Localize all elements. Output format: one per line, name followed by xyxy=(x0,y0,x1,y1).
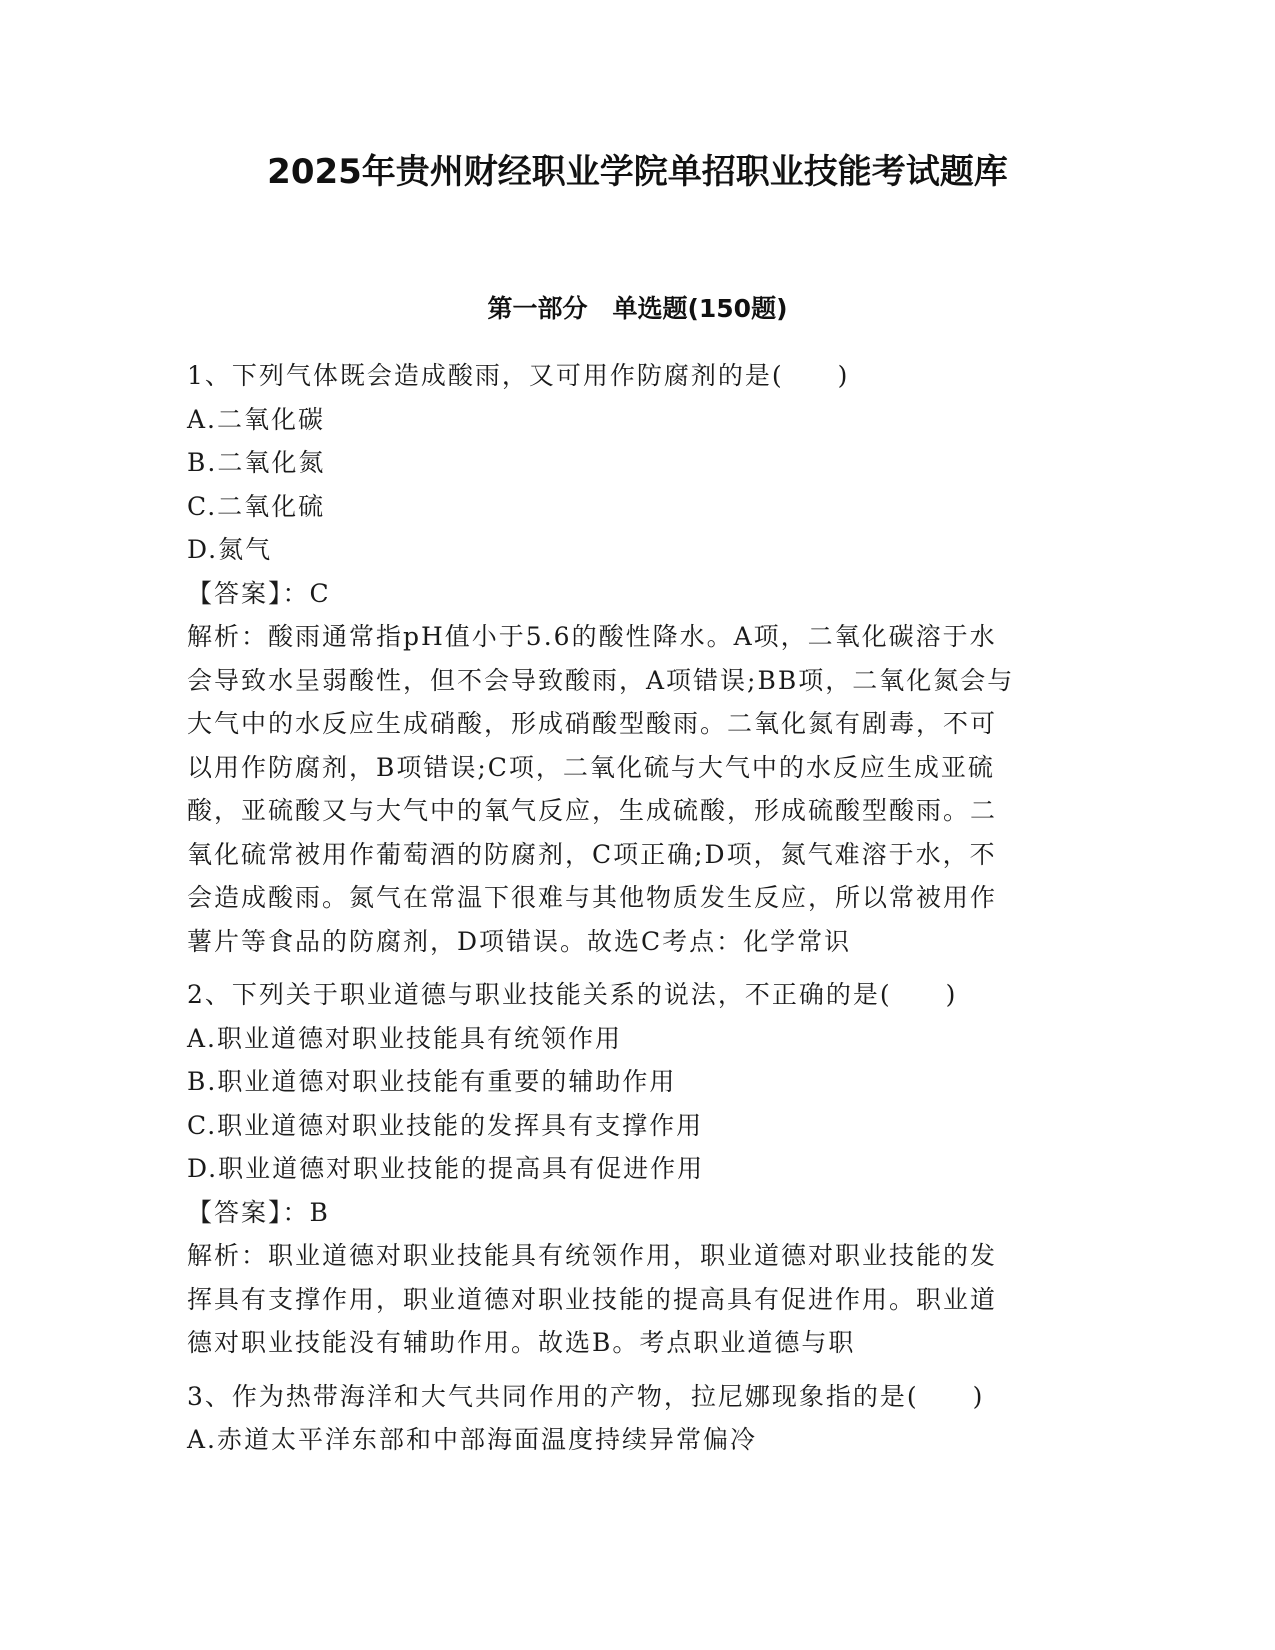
answer-label: 【答案】：C xyxy=(187,578,331,608)
question-stem: 3、作为热带海洋和大气共同作用的产物，拉尼娜现象指的是( ) xyxy=(187,1381,985,1411)
analysis-line: 以用作防腐剂，B项错误;C项，二氧化硫与大气中的水反应生成亚硫 xyxy=(187,752,995,782)
analysis-line: 会导致水呈弱酸性，但不会导致酸雨，A项错误;BB项，二氧化氮会与 xyxy=(187,665,1015,695)
question-stem: 2、下列关于职业道德与职业技能关系的说法，不正确的是( ) xyxy=(187,980,958,1009)
option-b: B.二氧化氮 xyxy=(187,448,326,477)
analysis-line: 解析：酸雨通常指pH值小于5.6的酸性降水。A项，二氧化碳溶于水 xyxy=(187,622,997,651)
section-title: 第一部分 单选题(150题) xyxy=(487,294,788,323)
analysis-line: 大气中的水反应生成硝酸，形成硝酸型酸雨。二氧化氮有剧毒，不可 xyxy=(187,709,998,738)
option-a: A.职业道德对职业技能具有统领作用 xyxy=(187,1023,623,1053)
answer-label: 【答案】：B xyxy=(187,1197,330,1227)
analysis-line: 解析：职业道德对职业技能具有统领作用，职业道德对职业技能的发 xyxy=(187,1241,998,1270)
analysis-line: 酸，亚硫酸又与大气中的氧气反应，生成硫酸，形成硫酸型酸雨。二 xyxy=(187,796,998,825)
question-stem: 1、下列气体既会造成酸雨，又可用作防腐剂的是( ) xyxy=(187,361,850,390)
question-item xyxy=(187,1375,1087,1462)
analysis-line: 德对职业技能没有辅助作用。故选B。考点职业道德与职 xyxy=(187,1328,856,1357)
option-d: D.氮气 xyxy=(187,535,273,564)
option-d: D.职业道德对职业技能的提高具有促进作用 xyxy=(187,1154,705,1183)
analysis-line: 挥具有支撑作用，职业道德对职业技能的提高具有促进作用。职业道 xyxy=(187,1284,998,1314)
analysis-line: 薯片等食品的防腐剂，D项错误。故选C考点：化学常识 xyxy=(187,926,852,956)
question-item xyxy=(187,354,1087,963)
option-b: B.职业道德对职业技能有重要的辅助作用 xyxy=(187,1067,677,1096)
question-list xyxy=(187,354,1087,1462)
option-c: C.二氧化硫 xyxy=(187,491,326,521)
analysis-line: 会造成酸雨。氮气在常温下很难与其他物质发生反应，所以常被用作 xyxy=(187,883,998,912)
analysis-line: 氧化硫常被用作葡萄酒的防腐剂，C项正确;D项，氮气难溶于水，不 xyxy=(187,839,997,869)
option-c: C.职业道德对职业技能的发挥具有支撑作用 xyxy=(187,1110,704,1140)
option-a: A.二氧化碳 xyxy=(187,404,326,434)
option-a: A.赤道太平洋东部和中部海面温度持续异常偏冷 xyxy=(187,1425,758,1454)
question-item xyxy=(187,973,1087,1365)
document-title: 2025年贵州财经职业学院单招职业技能考试题库 xyxy=(267,152,1008,192)
